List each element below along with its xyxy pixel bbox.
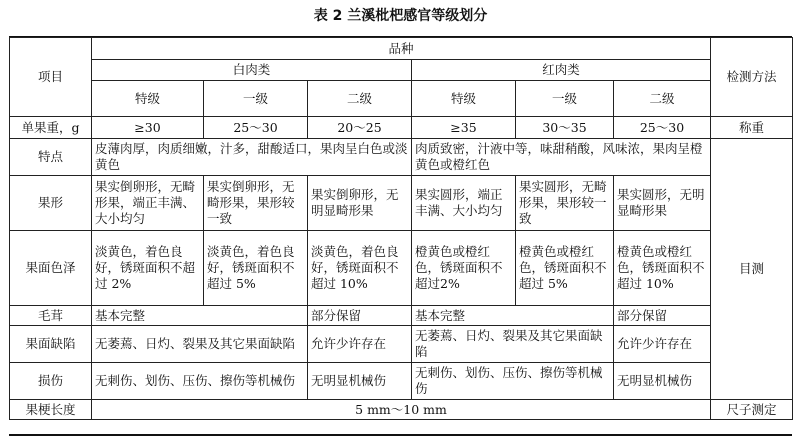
row-label-damage: 损伤 [10, 363, 92, 400]
color-cell: 淡黄色，着色良好，锈斑面积不超过 2% [92, 231, 204, 306]
color-cell: 橙黄色或橙红色，锈斑面积不超过2% [412, 231, 516, 306]
defect-cell: 允许少许存在 [308, 326, 412, 363]
fuzz-cell: 部分保留 [308, 306, 412, 326]
method-ruler: 尺子测定 [711, 400, 793, 420]
damage-cell: 无刺伤、划伤、压伤、擦伤等机械伤 [412, 363, 614, 400]
shape-cell: 果实倒卵形，无明显畸形果 [308, 176, 412, 231]
row-label-feature: 特点 [10, 139, 92, 176]
grade-header: 特级 [92, 81, 204, 117]
weight-cell: ≥35 [412, 117, 516, 139]
defect-cell: 无萎蔫、日灼、裂果及其它果面缺陷 [92, 326, 308, 363]
row-label-defect: 果面缺陷 [10, 326, 92, 363]
damage-cell: 无明显机械伤 [614, 363, 711, 400]
row-label-color: 果面色泽 [10, 231, 92, 306]
grading-table [9, 37, 793, 420]
shape-cell: 果实倒卵形，无畸形果，果形较一致 [204, 176, 308, 231]
color-cell: 橙黄色或橙红色，锈斑面积不超过 10% [614, 231, 711, 306]
grade-header: 一级 [204, 81, 308, 117]
color-cell: 橙黄色或橙红色，锈斑面积不超过 5% [516, 231, 614, 306]
header-variety: 品种 [92, 38, 711, 60]
fuzz-cell: 基本完整 [92, 306, 308, 326]
color-cell: 淡黄色，着色良好，锈斑面积不超过 5% [204, 231, 308, 306]
header-red-flesh: 红肉类 [412, 60, 711, 81]
row-label-stalk: 果梗长度 [10, 400, 92, 420]
weight-cell: 25～30 [204, 117, 308, 139]
feature-red: 肉质致密，汁液中等，味甜稍酸，风味浓，果肉呈橙黄色或橙红色 [412, 139, 711, 176]
fuzz-cell: 基本完整 [412, 306, 614, 326]
stalk-value: 5 mm～10 mm [92, 400, 711, 420]
grade-header: 特级 [412, 81, 516, 117]
weight-cell: 20～25 [308, 117, 412, 139]
shape-cell: 果实倒卵形，无畸形果，端正丰满、大小均匀 [92, 176, 204, 231]
header-item: 项目 [10, 38, 92, 117]
header-white-flesh: 白肉类 [92, 60, 412, 81]
grade-header: 二级 [308, 81, 412, 117]
grade-header: 二级 [614, 81, 711, 117]
weight-cell: 30～35 [516, 117, 614, 139]
shape-cell: 果实圆形，端正丰满、大小均匀 [412, 176, 516, 231]
weight-cell: 25～30 [614, 117, 711, 139]
method-weighing: 称重 [711, 117, 793, 139]
feature-white: 皮薄肉厚，肉质细嫩，汁多，甜酸适口，果肉呈白色或淡黄色 [92, 139, 412, 176]
defect-cell: 允许少许存在 [614, 326, 711, 363]
color-cell: 淡黄色，着色良好，锈斑面积不超过 10% [308, 231, 412, 306]
defect-cell: 无萎蔫、日灼、裂果及其它果面缺陷 [412, 326, 614, 363]
damage-cell: 无明显机械伤 [308, 363, 412, 400]
shape-cell: 果实圆形，无明显畸形果 [614, 176, 711, 231]
header-method: 检测方法 [711, 38, 793, 117]
bottom-rule [9, 434, 792, 436]
grade-header: 一级 [516, 81, 614, 117]
row-label-fuzz: 毛茸 [10, 306, 92, 326]
shape-cell: 果实圆形，无畸形果，果形较一致 [516, 176, 614, 231]
row-label-shape: 果形 [10, 176, 92, 231]
damage-cell: 无刺伤、划伤、压伤、擦伤等机械伤 [92, 363, 308, 400]
row-label-weight: 单果重，g [10, 117, 92, 139]
table-title: 表 2 兰溪枇杷感官等级划分 [313, 8, 488, 24]
method-visual: 目测 [711, 139, 793, 400]
weight-cell: ≥30 [92, 117, 204, 139]
fuzz-cell: 部分保留 [614, 306, 711, 326]
